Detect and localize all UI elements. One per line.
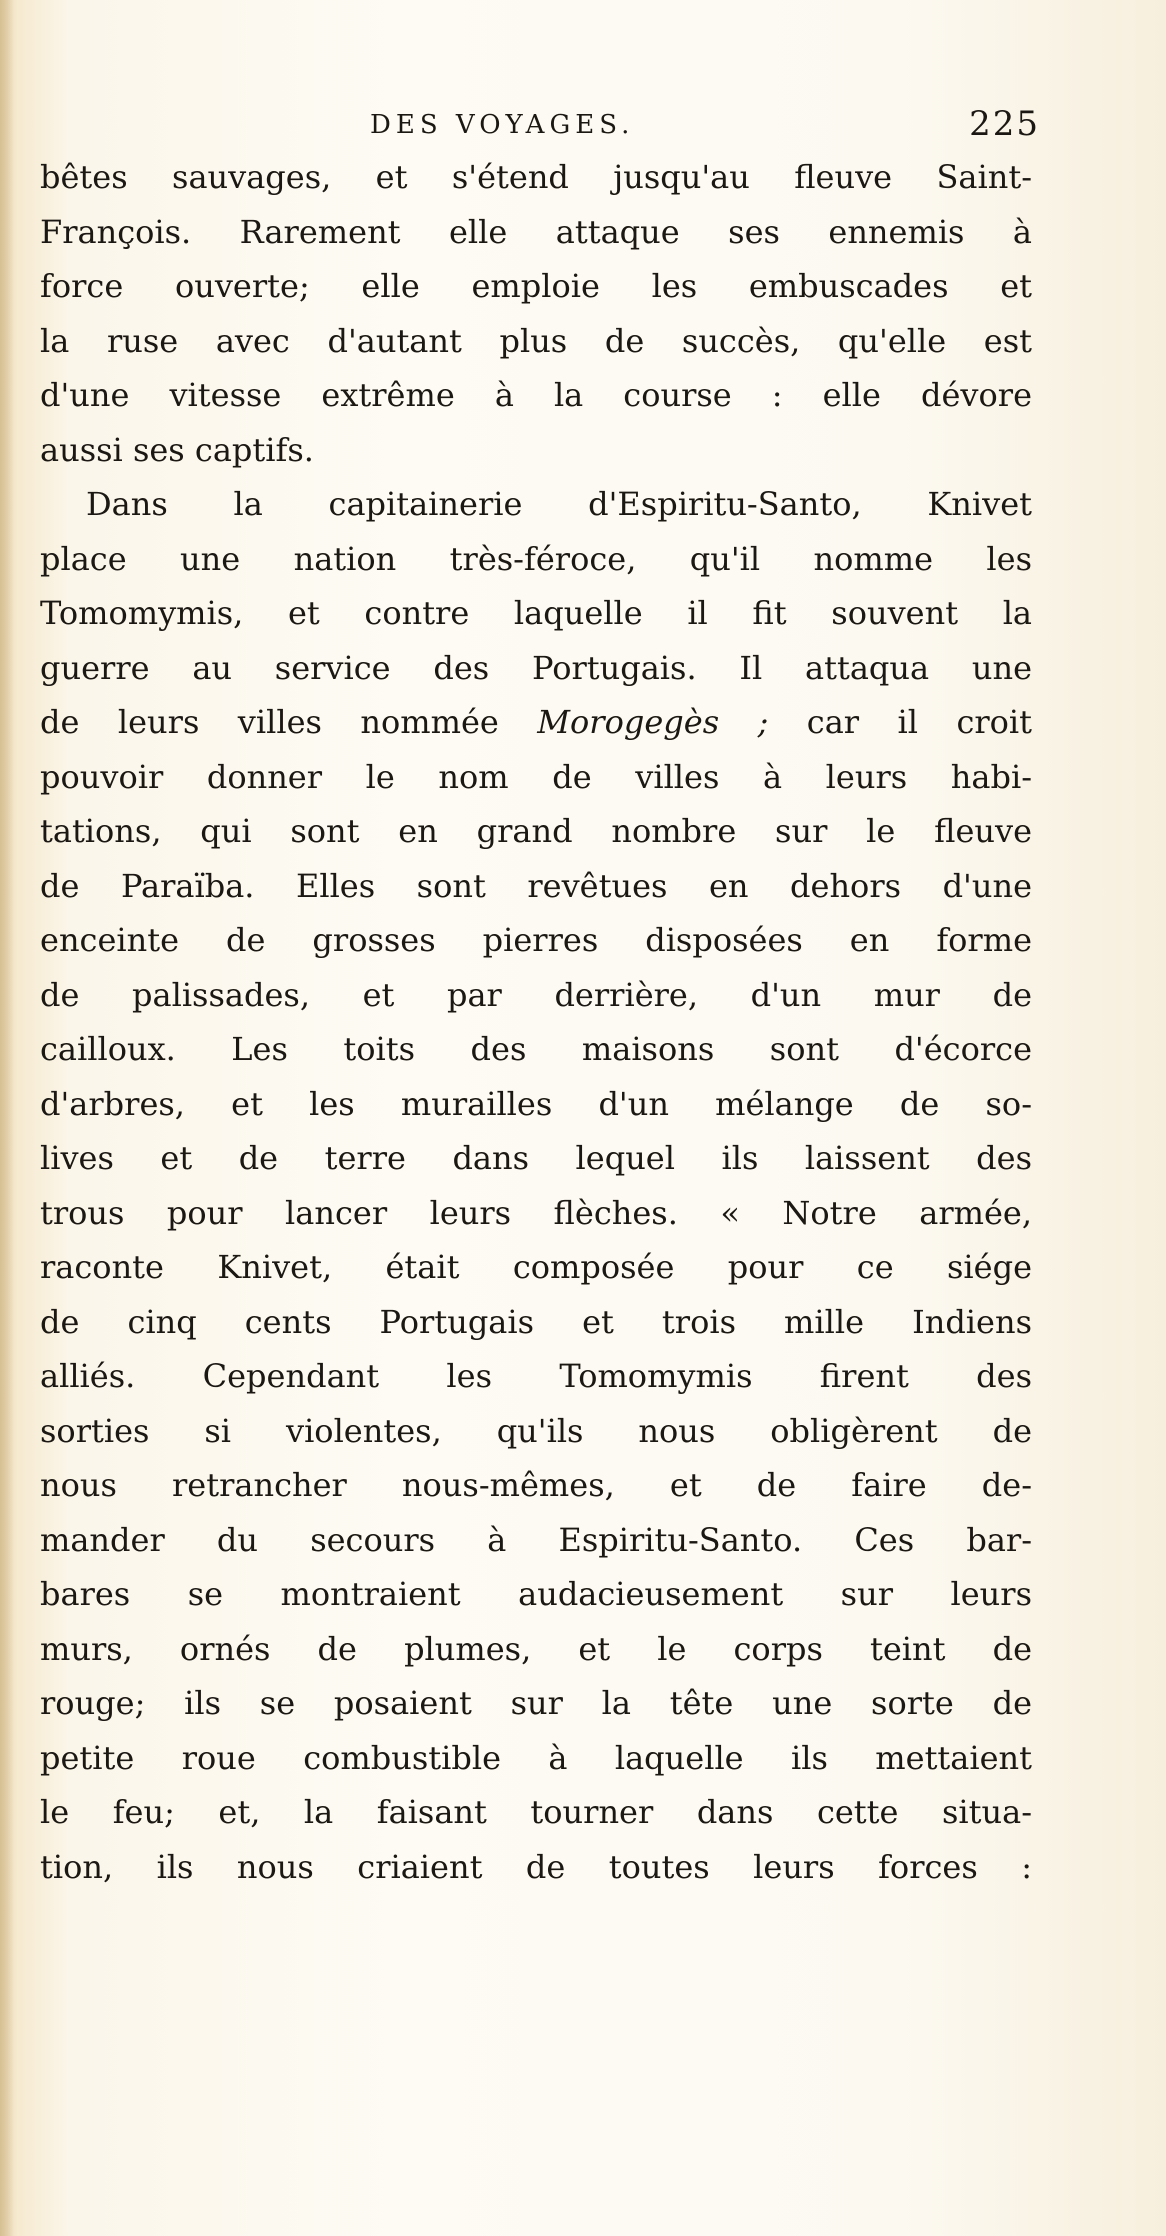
- text-line: de Paraïba. Elles sont revêtues en dehors d'une: [40, 866, 1032, 905]
- text-fragment: car il croit: [768, 703, 1033, 741]
- page-number: 225: [969, 104, 1040, 144]
- text-line: enceinte de grosses pierres disposées en forme: [40, 921, 1032, 959]
- text-line-with-italic: [40, 695, 1032, 750]
- text-line: de palissades, et par derrière, d'un mur de: [40, 975, 1032, 1014]
- text-fragment: de leurs villes nommée: [40, 703, 538, 741]
- text-line: force ouverte; elle emploie les embuscades et: [40, 267, 1032, 305]
- text-line: d'arbres, et les murailles d'un mélange de so-: [40, 1084, 1032, 1123]
- paragraph-start-line: Dans la capitainerie d'Espiritu-Santo, Knivet: [86, 485, 1032, 523]
- text-line: trous pour lancer leurs flèches. « Notre armée,: [40, 1193, 1032, 1232]
- body-text: [40, 150, 1032, 1894]
- page-gutter-shadow: [0, 0, 14, 2236]
- text-line: le feu; et, la faisant tourner dans cette situa-: [40, 1793, 1032, 1831]
- text-line: aussi ses captifs.: [40, 430, 314, 469]
- text-line: guerre au service des Portugais. Il attaqua une: [40, 648, 1032, 687]
- text-line: tations, qui sont en grand nombre sur le fleuve: [40, 812, 1032, 850]
- text-line: lives et de terre dans lequel ils laissent des: [40, 1139, 1032, 1177]
- text-line: raconte Knivet, était composée pour ce siége: [40, 1248, 1032, 1286]
- text-line: Tomomymis, et contre laquelle il fit souvent la: [40, 594, 1032, 632]
- text-line: murs, ornés de plumes, et le corps teint de: [40, 1629, 1032, 1668]
- italic-place-name: Morogegès ;: [537, 703, 769, 741]
- text-line: de cinq cents Portugais et trois mille Indiens: [40, 1302, 1032, 1341]
- text-line: cailloux. Les toits des maisons sont d'écorce: [40, 1030, 1032, 1068]
- text-line: la ruse avec d'autant plus de succès, qu'elle est: [40, 321, 1032, 360]
- text-line: bêtes sauvages, et s'étend jusqu'au fleuve Saint-: [40, 158, 1032, 196]
- text-line: mander du secours à Espiritu-Santo. Ces bar-: [40, 1520, 1032, 1559]
- text-line: sorties si violentes, qu'ils nous obligèrent de: [40, 1411, 1032, 1450]
- text-line: pouvoir donner le nom de villes à leurs habi-: [40, 757, 1032, 796]
- text-line: place une nation très-féroce, qu'il nomme les: [40, 539, 1032, 578]
- page-header: [0, 104, 1040, 148]
- running-head: DES VOYAGES.: [370, 110, 635, 140]
- text-line: alliés. Cependant les Tomomymis firent des: [40, 1357, 1032, 1395]
- text-line: d'une vitesse extrême à la course : elle dévore: [40, 376, 1032, 414]
- text-line: petite roue combustible à laquelle ils mettaient: [40, 1738, 1032, 1777]
- text-line: rouge; ils se posaient sur la tête une sorte de: [40, 1684, 1032, 1722]
- text-line: tion, ils nous criaient de toutes leurs forces :: [40, 1847, 1032, 1886]
- text-line: François. Rarement elle attaque ses ennemis à: [40, 212, 1032, 251]
- text-line: nous retrancher nous-mêmes, et de faire de-: [40, 1466, 1032, 1504]
- text-line: bares se montraient audacieusement sur leurs: [40, 1575, 1032, 1613]
